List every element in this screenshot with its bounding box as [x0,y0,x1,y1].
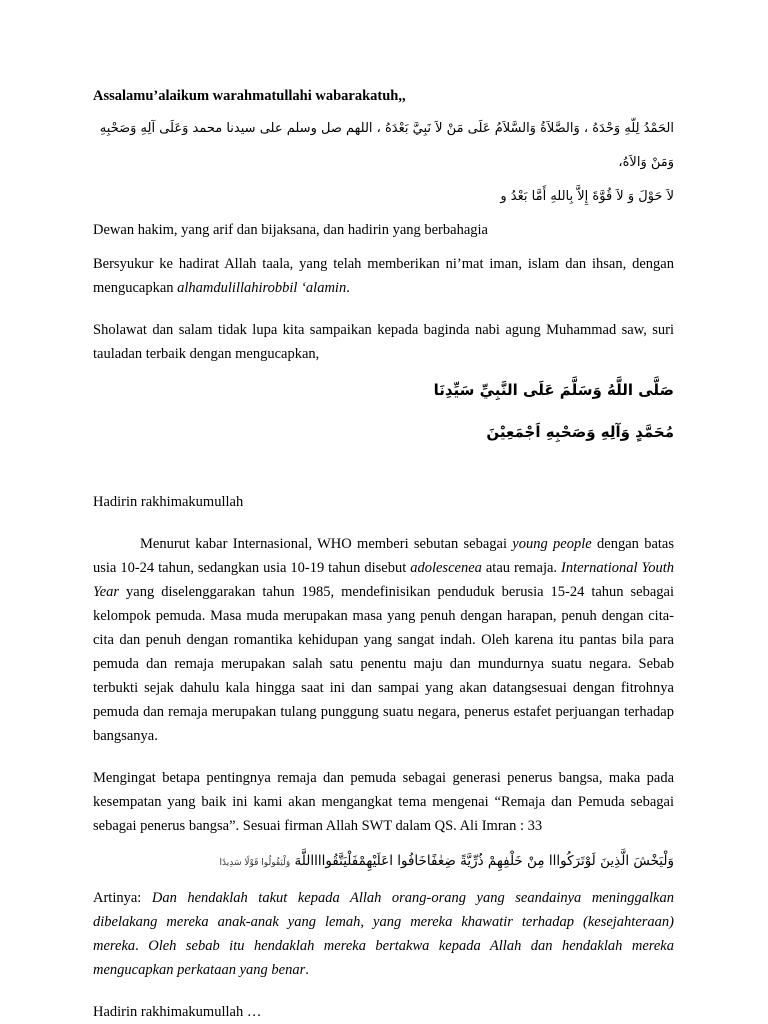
translation-label: Artinya: [93,890,152,906]
para1-text-3: atau remaja. [481,560,561,576]
translation-italic-1: Dan hendaklah takut kepada Allah orang-orang yang seandainya meninggalkan dibelakang mereka anak-anak yang lemah, yang mereka khawatir terhadap (kesejahteraan) mereka [93,890,674,954]
paragraph-mengingat: Mengingat betapa pentingnya remaja dan pemuda sebagai generasi penerus bangsa, maka pada kesempatan yang baik ini kami akan mengangkat tema mengenai “Remaja dan Pemuda sebagai sebagai penerus bangsa”. Sesuai firman Allah SWT dalam QS. Ali Imran : 33 [93,770,674,834]
sholawat-arabic-line-2: مُحَمَّدٍ وَآلِهِ وَصَحْبِهِ اَجْمَعِيْنَ [486,423,674,441]
quran-verse [93,848,674,876]
translation-end: . [305,962,309,978]
document-body [93,84,674,1024]
sholawat-intro: Sholawat dan salam tidak lupa kita sampaikan kepada baginda nabi agung Muhammad saw, suri tauladan terbaik dengan mengucapkan, [93,322,674,362]
para1-text-4: yang diselenggarakan tahun 1985, mendefinisikan penduduk berusia 15-24 tahun sebagai kelompok pemuda. Masa muda merupakan masa yang penuh dengan harapan, penuh dengan cita-cita dan penuh dengan romantika kehidupan yang sangat indah. Oleh karena itu pantas bila para pemuda dan remaja merupakan salah satu penentu maju dan mundurnya suatu negara. Sebab terbukti sejak dahulu kala hingga saat ini dan sampai yang akan datangsesuai dengan fitrohnya pemuda dan remaja merupakan tulang punggung suatu negara, penerus estafet perjuangan terhadap bangsanya. [93,584,674,744]
arabic-opening-line-2: لاَ حَوْلَ وَ لاَ قُوَّةَ إِلاَّ بِاللهِ أَمَّا بَعْدُ و [500,189,674,204]
quran-verse-end: وَلْيَقُولُوا قَوْلًا سَدِيدًا [219,858,291,868]
translation-italic-2: Oleh sebab itu hendaklah mereka bertakwa kepada Allah dan hendaklah mereka mengucapkan perkataan yang benar [93,938,674,978]
translation-sep: . [135,938,149,954]
syukur-paragraph [93,252,674,300]
hadirin-heading-2: Hadirin rakhimakumullah … [93,1004,262,1020]
hadirin-heading-1: Hadirin rakhimakumullah [93,494,244,510]
para1-italic-adolescenea: adolescenea [410,560,482,576]
dewan-line: Dewan hakim, yang arif dan bijaksana, dan hadirin yang berbahagia [93,222,488,238]
para1-italic-youth-year: International Youth Year [93,560,674,600]
para1-text-2: dengan batas usia 10-24 tahun, sedangkan usia 10-19 tahun disebut [93,536,674,576]
arabic-opening-line-1: الحَمْدُ لِلّهِ وَحْدَهُ ، وَالصَّلاَةُ وَالسَّلاَمُ عَلَى مَنْ لاَ نَبِيَّ بَعْدَهُ ، اللهم صل وسلم على سيدنا محمد وَعَلَى آلِهِ وَصَحْبِهِ وَمَنْ وَالاَهُ، [99,121,674,170]
translation-paragraph [93,886,674,982]
quran-verse-main: وَلْيَخْشَ الَّذِينَ لَوْتَرَكُوااا مِنْ خَلْفِهِمْ ذُرِّيَّةً ضِعٰفًاخَافُوا اعَلَيْهِمْفَلْيَتَّقُوااااللَّهَ [294,853,674,869]
paragraph-who [93,532,674,748]
para1-text-1: Menurut kabar Internasional, WHO memberi sebutan sebagai [140,536,513,552]
syukur-italic: alhamdulillahirobbil ‘alamin [177,280,347,296]
sholawat-arabic-line-1: صَلَّى اللَّهُ وَسَلَّمَ عَلَى النَّبِيِّ سَيِّدِنَا [433,381,674,399]
syukur-end: . [346,280,350,296]
para1-italic-young-people: young people [512,536,592,552]
greeting: Assalamu’alaikum warahmatullahi wabarakatuh,, [93,88,406,104]
syukur-text: Bersyukur ke hadirat Allah taala, yang telah memberikan ni’mat iman, islam dan ihsan, dengan mengucapkan [93,256,674,296]
